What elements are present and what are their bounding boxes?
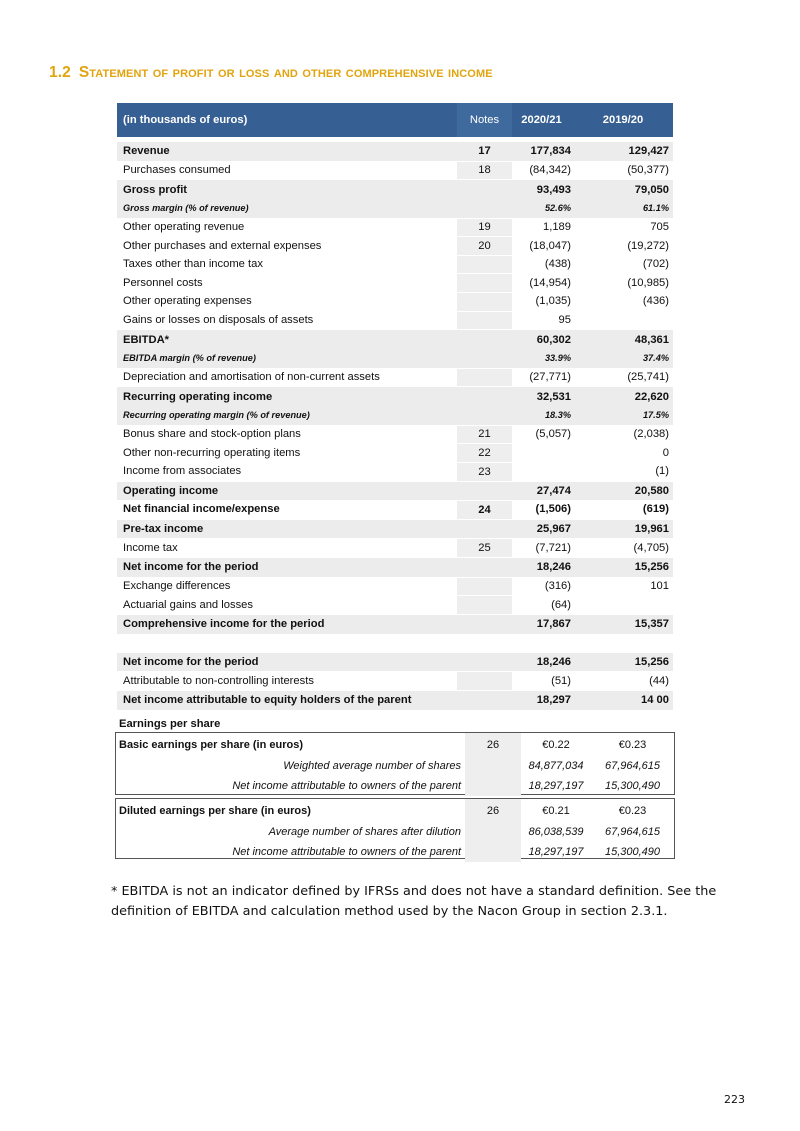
- row-value-2019-20: (44): [649, 674, 669, 687]
- row-label: Recurring operating income: [123, 390, 273, 403]
- table-spacer: [117, 634, 673, 652]
- row-value-2019-20: (19,272): [627, 239, 669, 252]
- row-value-2019-20: (1): [655, 465, 669, 478]
- row-label: Gains or losses on disposals of assets: [123, 314, 314, 327]
- row-notes: 23: [457, 462, 512, 481]
- row-value-2019-20: 15,357: [634, 618, 669, 631]
- row-label: Income tax: [123, 541, 178, 554]
- section-title: Statement of profit or loss and other comprehensive income: [78, 64, 493, 81]
- row-value-2020-21: (14,954): [529, 276, 571, 289]
- diluted-eps-subrow: [116, 822, 674, 842]
- row-value-2019-20: 705: [650, 220, 669, 233]
- row-label: Comprehensive income for the period: [123, 618, 325, 631]
- table-row: [117, 500, 673, 519]
- row-notes: [457, 292, 512, 311]
- table-row: [117, 179, 673, 199]
- diluted-eps-label: Diluted earnings per share (in euros): [119, 804, 311, 817]
- row-value-2020-21: 33.9%: [544, 353, 571, 364]
- table-row: [117, 292, 673, 311]
- table-row: [117, 671, 673, 690]
- row-notes: [457, 577, 512, 596]
- row-value-2019-20: (25,741): [627, 371, 669, 383]
- row-notes: [457, 653, 512, 672]
- basic-eps-sub-notes: [465, 776, 521, 796]
- row-value-2019-20: 129,427: [628, 145, 669, 158]
- row-value-2019-20: 101: [650, 580, 669, 593]
- row-notes: 21: [457, 425, 512, 444]
- row-value-2019-20: 15,256: [634, 655, 669, 668]
- row-label: Depreciation and amortisation of non-current assets: [123, 371, 380, 383]
- row-value-2020-21: 52.6%: [544, 203, 571, 214]
- basic-eps-box: [115, 732, 675, 795]
- row-value-2020-21: 17,867: [536, 618, 571, 631]
- row-label: Actuarial gains and losses: [123, 598, 253, 611]
- diluted-eps-row: [116, 799, 674, 822]
- row-value-2019-20: (50,377): [627, 163, 669, 176]
- table-row: [117, 406, 673, 425]
- row-label: Other purchases and external expenses: [123, 239, 322, 252]
- row-notes: [457, 595, 512, 614]
- row-value-2020-21: 1,189: [543, 220, 571, 233]
- row-value-2019-20: 22,620: [634, 390, 669, 403]
- row-label: Personnel costs: [123, 276, 203, 289]
- row-value-2020-21: 60,302: [536, 333, 571, 346]
- row-value-2020-21: (1,035): [535, 295, 571, 308]
- row-label: EBITDA*: [123, 333, 169, 346]
- row-label: Net income attributable to equity holders of the parent: [123, 694, 412, 707]
- row-value-2020-21: (438): [544, 258, 571, 271]
- row-value-2020-21: 18.3%: [544, 410, 571, 421]
- diluted-eps-sub-label: Net income attributable to owners of the parent: [232, 846, 461, 858]
- row-value-2020-21: (316): [544, 580, 571, 593]
- row-value-2020-21: (5,057): [535, 427, 571, 440]
- header-year-2019-20: 2019/20: [602, 114, 644, 126]
- header-year-2020-21: 2020/21: [521, 114, 562, 126]
- row-label: Attributable to non-controlling interests: [123, 674, 314, 687]
- basic-eps-sub-y1: 18,297,197: [528, 780, 584, 792]
- income-statement-table: [117, 103, 673, 710]
- row-value-2019-20: (2,038): [633, 427, 669, 440]
- row-value-2019-20: 14 00: [641, 694, 669, 707]
- table-row: [117, 690, 673, 710]
- row-value-2020-21: (51): [551, 674, 571, 687]
- row-value-2020-21: (27,771): [529, 371, 571, 383]
- table-row: [117, 386, 673, 406]
- row-notes: [457, 671, 512, 690]
- row-value-2020-21: 27,474: [536, 484, 571, 497]
- basic-eps-label: Basic earnings per share (in euros): [119, 738, 304, 751]
- basic-eps-notes: 26: [465, 733, 521, 756]
- section-number: 1.2: [49, 64, 71, 81]
- row-value-2019-20: (619): [642, 503, 669, 516]
- table-row: [117, 349, 673, 368]
- diluted-eps-y2: €0.23: [618, 804, 647, 817]
- header-notes: Notes: [457, 103, 512, 137]
- row-value-2019-20: 0: [662, 446, 669, 459]
- row-notes: [457, 387, 512, 406]
- table-row: [117, 368, 673, 387]
- row-label: Taxes other than income tax: [123, 258, 263, 271]
- row-notes: [457, 482, 512, 501]
- row-value-2019-20: 15,256: [634, 561, 669, 574]
- diluted-eps-box: [115, 798, 675, 859]
- row-value-2019-20: 17.5%: [642, 410, 669, 421]
- table-row: [117, 273, 673, 292]
- diluted-eps-sub-y2: 15,300,490: [604, 846, 661, 858]
- ebitda-footnote: * EBITDA is not an indicator defined by IFRSs and does not have a standard definition. See the definition of EBITDA and calculation method used by the Nacon Group in section 2.3.1.: [111, 884, 717, 919]
- table-row: [117, 557, 673, 577]
- row-label: Recurring operating margin (% of revenue): [123, 410, 310, 421]
- basic-eps-sub-label: Weighted average number of shares: [283, 760, 461, 772]
- row-label: Other operating expenses: [123, 295, 252, 308]
- diluted-eps-sub-y2: 67,964,615: [604, 826, 661, 838]
- row-label: Pre-tax income: [123, 523, 204, 536]
- diluted-eps-sub-notes: [465, 842, 521, 862]
- row-notes: [457, 615, 512, 634]
- row-label: Bonus share and stock-option plans: [123, 427, 301, 440]
- row-value-2019-20: (702): [642, 258, 669, 271]
- table-row: [117, 577, 673, 596]
- row-value-2020-21: (7,721): [535, 541, 571, 554]
- row-value-2020-21: 93,493: [536, 183, 571, 196]
- diluted-eps-y1: €0.21: [542, 804, 570, 817]
- table-row: [117, 199, 673, 218]
- row-notes: [457, 691, 512, 710]
- basic-eps-sub-notes: [465, 756, 521, 776]
- basic-eps-y1: €0.22: [542, 738, 570, 751]
- row-label: Revenue: [123, 145, 170, 158]
- section-heading: [49, 64, 493, 82]
- row-notes: [457, 558, 512, 577]
- row-value-2020-21: (1,506): [535, 503, 571, 516]
- table-row: [117, 161, 673, 180]
- row-notes: [457, 406, 512, 425]
- basic-eps-sub-label: Net income attributable to owners of the parent: [232, 780, 461, 792]
- row-label: Income from associates: [123, 465, 242, 478]
- table-row: [117, 311, 673, 330]
- row-value-2019-20: 19,961: [634, 523, 669, 536]
- row-label: Other non-recurring operating items: [123, 446, 301, 459]
- table-row: [117, 595, 673, 614]
- row-notes: [457, 368, 512, 387]
- row-label: EBITDA margin (% of revenue): [123, 353, 256, 364]
- row-label: Purchases consumed: [123, 163, 231, 176]
- table-row: [117, 141, 673, 161]
- row-notes: 24: [457, 500, 512, 519]
- row-value-2019-20: (436): [642, 295, 669, 308]
- row-label: Net financial income/expense: [123, 503, 280, 516]
- diluted-eps-subrow: [116, 842, 674, 862]
- row-label: Exchange differences: [123, 580, 231, 593]
- table-header: [117, 103, 673, 137]
- row-value-2019-20: (4,705): [633, 541, 669, 554]
- table-row: [117, 462, 673, 481]
- header-label: (in thousands of euros): [123, 114, 248, 126]
- diluted-eps-sub-notes: [465, 822, 521, 842]
- row-value-2020-21: 25,967: [536, 523, 571, 536]
- row-value-2020-21: 32,531: [536, 390, 571, 403]
- row-notes: [457, 520, 512, 539]
- row-notes: 25: [457, 538, 512, 557]
- row-label: Other operating revenue: [123, 220, 245, 233]
- row-value-2020-21: 18,297: [536, 694, 571, 707]
- row-notes: [457, 311, 512, 330]
- row-value-2020-21: 18,246: [536, 561, 571, 574]
- row-notes: 18: [457, 161, 512, 180]
- basic-eps-sub-y2: 15,300,490: [604, 780, 661, 792]
- row-notes: 22: [457, 443, 512, 462]
- row-value-2020-21: (84,342): [529, 163, 571, 176]
- table-row: [117, 236, 673, 255]
- row-value-2020-21: (18,047): [529, 239, 571, 252]
- eps-title: Earnings per share: [119, 718, 221, 730]
- table-row: [117, 481, 673, 501]
- table-row: [117, 218, 673, 237]
- row-notes: [457, 255, 512, 274]
- row-value-2020-21: 177,834: [530, 145, 571, 158]
- row-value-2019-20: 79,050: [634, 183, 669, 196]
- row-notes: [457, 330, 512, 349]
- table-row: [117, 614, 673, 634]
- basic-eps-sub-y1: 84,877,034: [528, 760, 584, 772]
- row-value-2020-21: 18,246: [536, 655, 571, 668]
- row-value-2019-20: 20,580: [634, 484, 669, 497]
- row-value-2019-20: 48,361: [634, 333, 669, 346]
- diluted-eps-sub-label: Average number of shares after dilution: [268, 826, 461, 838]
- row-notes: [457, 349, 512, 368]
- table-row: [117, 329, 673, 349]
- row-notes: [457, 180, 512, 199]
- table-body: [117, 141, 673, 710]
- row-value-2019-20: 37.4%: [642, 353, 669, 364]
- row-label: Gross profit: [123, 183, 188, 196]
- row-notes: 19: [457, 218, 512, 237]
- table-row: [117, 652, 673, 672]
- row-value-2020-21: 95: [558, 314, 571, 327]
- row-value-2019-20: 61.1%: [642, 203, 669, 214]
- diluted-eps-sub-y1: 86,038,539: [528, 826, 584, 838]
- diluted-eps-sub-y1: 18,297,197: [528, 846, 584, 858]
- basic-eps-row: [116, 733, 674, 756]
- table-row: [117, 538, 673, 557]
- row-notes: [457, 199, 512, 218]
- basic-eps-sub-y2: 67,964,615: [604, 760, 661, 772]
- table-row: [117, 425, 673, 444]
- row-notes: 17: [457, 142, 512, 161]
- row-label: Operating income: [123, 484, 219, 497]
- basic-eps-subrow: [116, 756, 674, 776]
- row-notes: [457, 273, 512, 292]
- row-label: Net income for the period: [123, 655, 259, 668]
- row-label: Gross margin (% of revenue): [123, 203, 249, 214]
- table-row: [117, 255, 673, 274]
- row-notes: 20: [457, 236, 512, 255]
- basic-eps-y2: €0.23: [618, 738, 647, 751]
- diluted-eps-notes: 26: [465, 799, 521, 822]
- table-row: [117, 443, 673, 462]
- row-value-2019-20: (10,985): [627, 276, 669, 289]
- page-number: 223: [724, 1093, 745, 1106]
- basic-eps-subrow: [116, 776, 674, 796]
- row-value-2020-21: (64): [551, 598, 571, 611]
- row-label: Net income for the period: [123, 561, 259, 574]
- table-row: [117, 519, 673, 539]
